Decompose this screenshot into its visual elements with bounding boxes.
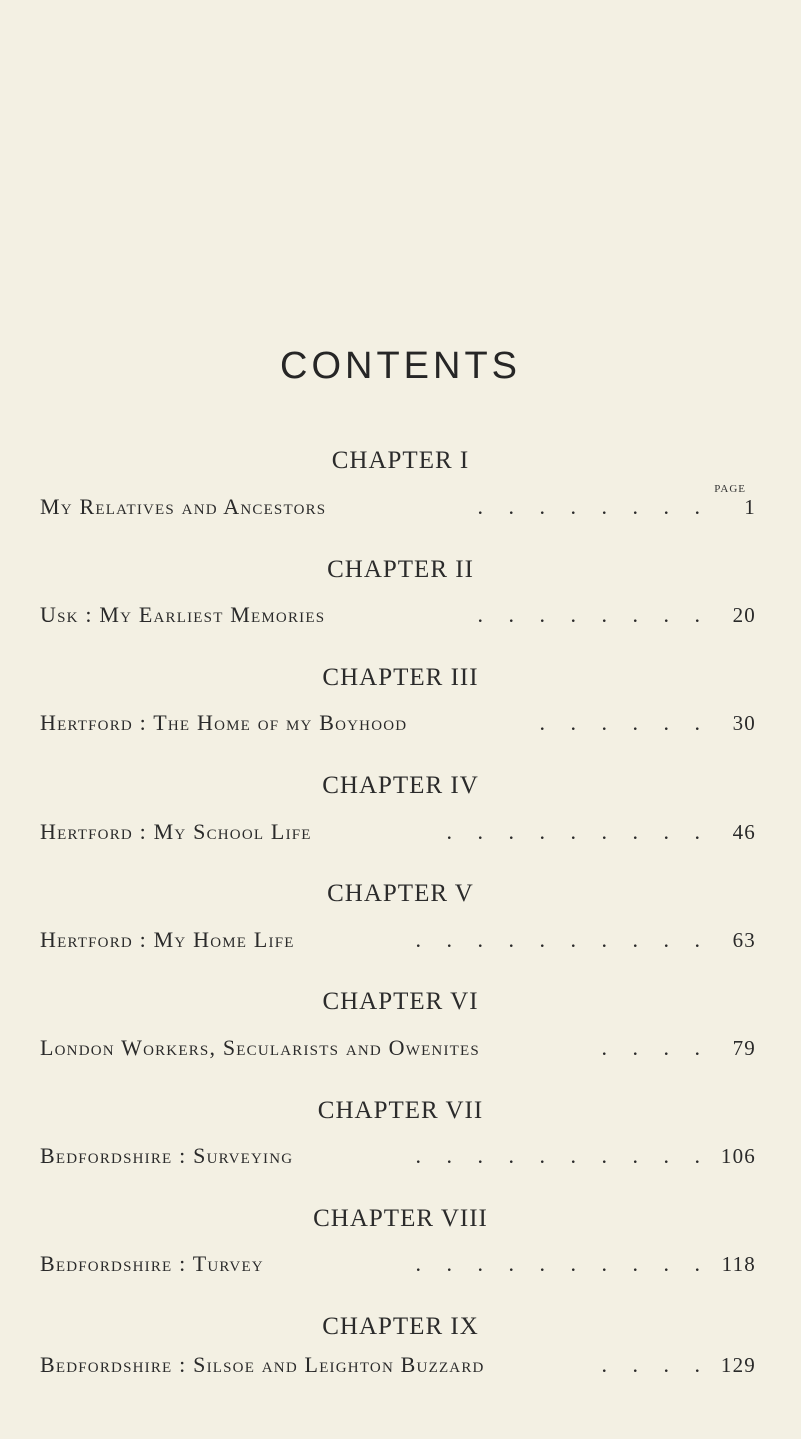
dot-leader: . . . . . . . . [477, 602, 710, 627]
chapter-heading: CHAPTER VIII [313, 1205, 488, 1232]
dot-leader: . . . . [601, 1352, 710, 1377]
chapter-heading: CHAPTER IX [322, 1313, 479, 1340]
toc-entry [40, 1143, 756, 1173]
toc-entry [40, 927, 756, 957]
chapter-heading: CHAPTER VI [322, 988, 479, 1015]
page-column-label: PAGE [714, 483, 746, 495]
entry-page-number: 106 [720, 1144, 756, 1168]
dot-leader: . . . . . . . . . . [415, 927, 710, 952]
toc-entry [40, 1251, 756, 1281]
chapter-heading: CHAPTER I [331, 447, 470, 474]
entry-title: Bedfordshire : Silsoe and Leighton Buzzard [40, 1352, 485, 1377]
entry-title: Bedfordshire : Surveying [40, 1143, 294, 1168]
entry-page-number: 20 [732, 603, 756, 627]
toc-entry [40, 819, 756, 849]
entry-page-number: 118 [721, 1252, 756, 1276]
toc-entry [40, 602, 756, 632]
dot-leader: . . . . . . . . . . [415, 1251, 710, 1276]
dot-leader: . . . . . . . . . [446, 819, 710, 844]
entry-page-number: 1 [744, 495, 756, 519]
entry-page-number: 46 [732, 820, 756, 844]
entry-title: Bedfordshire : Turvey [40, 1251, 264, 1276]
dot-leader: . . . . [601, 1035, 710, 1060]
dot-leader: . . . . . . . . . . [415, 1143, 710, 1168]
dot-leader: . . . . . . [539, 710, 710, 735]
entry-page-number: 79 [732, 1036, 756, 1060]
chapter-heading: CHAPTER VII [317, 1097, 484, 1124]
entry-page-number: 30 [732, 711, 756, 735]
chapter-heading: CHAPTER III [322, 664, 479, 691]
entry-title: Hertford : My School Life [40, 819, 312, 844]
entry-page-number: 63 [732, 928, 756, 952]
toc-entry [40, 710, 756, 740]
entry-title: London Workers, Secularists and Owenites [40, 1035, 480, 1060]
chapter-heading: CHAPTER IV [322, 772, 479, 799]
entry-page-number: 129 [720, 1353, 756, 1377]
entry-title: Hertford : The Home of my Boyhood [40, 710, 408, 735]
toc-entry [40, 1352, 756, 1382]
entry-title: Usk : My Earliest Memories [40, 602, 326, 627]
chapter-heading: CHAPTER V [327, 880, 474, 907]
entry-title: My Relatives and Ancestors [40, 494, 327, 519]
entry-title: Hertford : My Home Life [40, 927, 295, 952]
toc-entry [40, 1035, 756, 1065]
chapter-heading: CHAPTER II [327, 556, 474, 583]
contents-heading: CONTENTS [280, 345, 521, 387]
toc-entry [40, 494, 756, 524]
dot-leader: . . . . . . . . [477, 494, 710, 519]
